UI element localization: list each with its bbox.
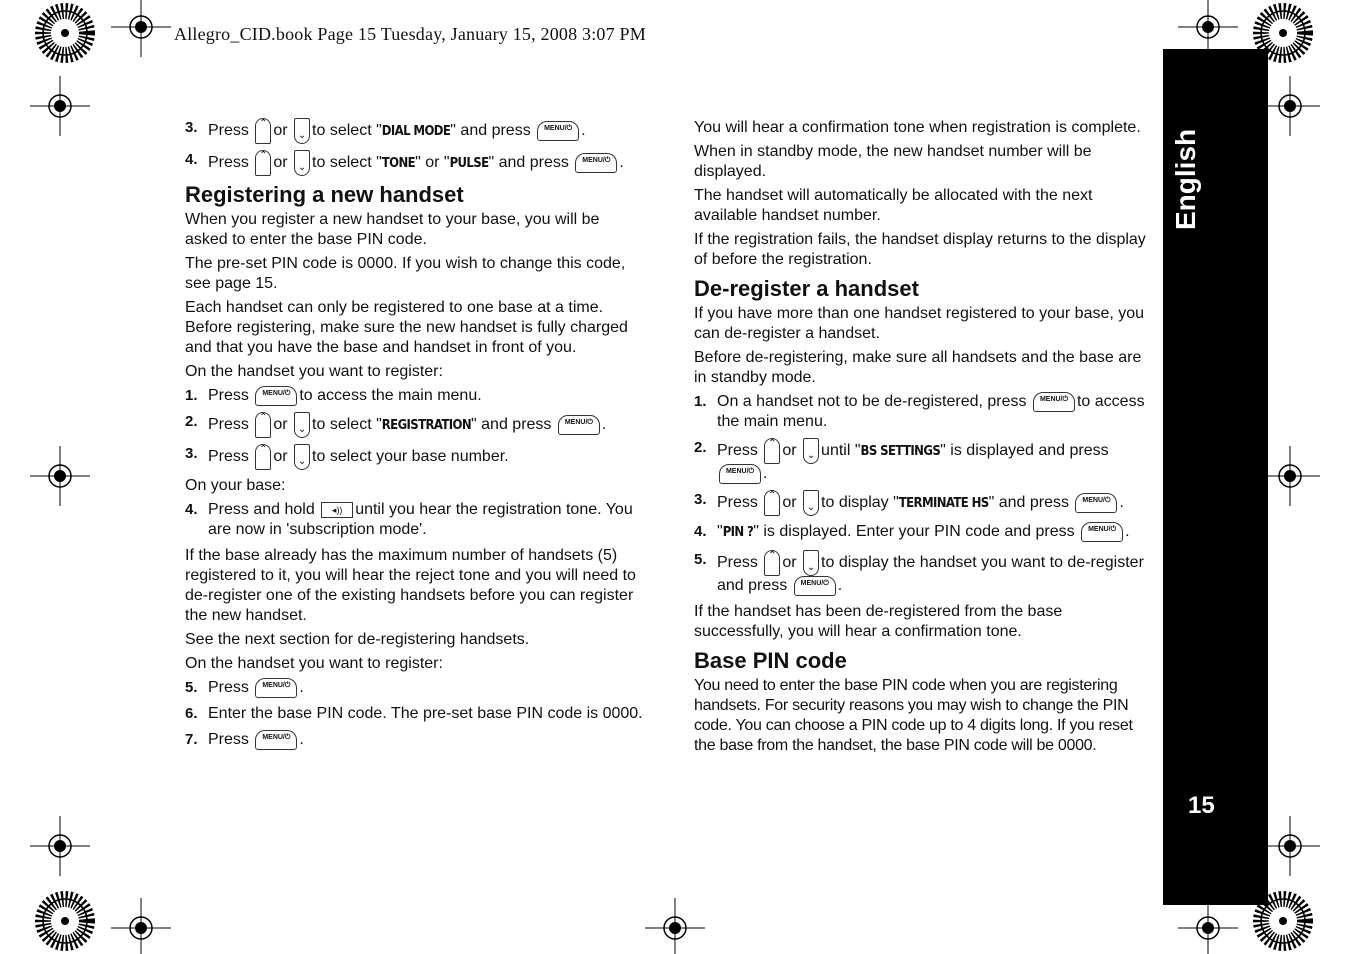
step-number: 4. xyxy=(694,523,707,541)
step-number: 4. xyxy=(185,501,198,519)
step-7-press xyxy=(185,730,645,750)
right-column xyxy=(694,118,1149,760)
step-text: Press and hold ◂)) until you hear the registration tone. You are now in 'subscription mode'. xyxy=(208,501,633,539)
step-text: Press MENU/⏻ . xyxy=(208,731,304,749)
step-number: 4. xyxy=(185,151,198,168)
step-text: Press ⌃ or ⌄ to display the handset you want to de-register and press MENU/⏻ . xyxy=(717,549,1144,594)
down-key-icon: ⌄ xyxy=(803,490,819,516)
lcd-text: TONE xyxy=(381,156,416,172)
registration-cross-mark xyxy=(1178,898,1238,954)
step-number: 2. xyxy=(694,439,707,457)
paragraph: You will hear a confirmation tone when registration is complete. xyxy=(694,119,1141,136)
menu-key-icon: MENU/⏻ xyxy=(1033,392,1075,412)
down-key-icon: ⌄ xyxy=(803,438,819,464)
menu-key-icon: MENU/⏻ xyxy=(719,464,761,484)
up-key-icon: ⌃ xyxy=(255,444,271,470)
menu-key-icon: MENU/⏻ xyxy=(1081,522,1123,542)
step-text: Press MENU/⏻ . xyxy=(208,679,304,697)
step-number: 3. xyxy=(694,491,707,509)
menu-key-icon: MENU/⏻ xyxy=(558,415,600,435)
up-key-icon: ⌃ xyxy=(255,118,271,144)
step-text: Press MENU/⏻ to access the main menu. xyxy=(208,387,482,405)
section-heading-register: Registering a new handset xyxy=(185,182,464,207)
step-4-tone-pulse xyxy=(185,150,645,176)
step-number: 5. xyxy=(185,679,198,697)
menu-key-icon: MENU/⏻ xyxy=(575,153,617,173)
paragraph: On the handset you want to register: xyxy=(185,363,443,380)
registration-cross-mark xyxy=(30,816,90,876)
registration-star-mark xyxy=(43,899,87,943)
step-5-press xyxy=(185,678,645,698)
step-text: Press ⌃ or ⌄ until "BS SETTINGS" is displayed and press MENU/⏻ . xyxy=(717,438,1109,483)
print-header: Allegro_CID.book Page 15 Tuesday, January 15, 2008 3:07 PM xyxy=(174,24,646,44)
paragraph: On the handset you want to register: xyxy=(185,655,443,673)
down-key-icon: ⌄ xyxy=(803,550,819,576)
step-number: 6. xyxy=(185,705,198,723)
lcd-text: REGISTRATION xyxy=(381,418,472,434)
paragraph: If the handset has been de-registered from the base successfully, you will hear a confirmation tone. xyxy=(694,602,1063,640)
registration-cross-mark xyxy=(111,0,171,57)
up-key-icon: ⌃ xyxy=(764,438,780,464)
step-text: "PIN ?" is displayed. Enter your PIN code and press MENU/⏻ . xyxy=(717,523,1130,541)
paragraph: If you have more than one handset registered to your base, you can de-register a handset. xyxy=(694,305,1145,342)
lcd-text: DIAL MODE xyxy=(381,124,451,140)
step-number: 5. xyxy=(694,550,707,568)
step-2-registration xyxy=(185,412,645,438)
step-number: 1. xyxy=(185,387,198,404)
step-number: 2. xyxy=(185,413,198,431)
registration-star-mark xyxy=(43,11,87,55)
lcd-text: PIN ? xyxy=(722,525,754,541)
menu-key-icon: MENU/⏻ xyxy=(255,678,297,698)
paragraph: On your base: xyxy=(185,477,286,495)
step-number: 7. xyxy=(185,731,198,749)
step-text: Press ⌃ or ⌄ to select "REGISTRATION" and press MENU/⏻ . xyxy=(208,412,645,438)
registration-cross-mark xyxy=(111,898,171,954)
step-3-base-number xyxy=(185,444,645,470)
down-key-icon: ⌄ xyxy=(294,118,310,144)
section-heading-deregister: De-register a handset xyxy=(694,276,919,301)
step-1-main-menu xyxy=(185,386,645,406)
dereg-step-1 xyxy=(694,392,1149,432)
lcd-text: PULSE xyxy=(449,156,489,172)
lcd-text: BS SETTINGS xyxy=(860,444,941,460)
step-text: Press ⌃ or ⌄ to select "DIAL MODE" and press MENU/⏻ . xyxy=(208,118,645,144)
step-text: On a handset not to be de-registered, press MENU/⏻ to access the main menu. xyxy=(717,393,1145,431)
dereg-step-5 xyxy=(694,550,1149,596)
step-text: Press ⌃ or ⌄ to display "TERMINATE HS" and press MENU/⏻ . xyxy=(717,490,1149,516)
step-number: 3. xyxy=(185,119,198,136)
paragraph: Each handset can only be registered to one base at a time. Before registering, make sure the new handset is fully charged and that you have the base and handset in front of you. xyxy=(185,299,628,356)
step-number: 3. xyxy=(185,445,198,463)
step-text: Enter the base PIN code. The pre-set base PIN code is 0000. xyxy=(208,705,643,723)
paragraph: If the base already has the maximum number of handsets (5) registered to it, you will hear the reject tone and you will need to de-register one of the existing handsets before you can register the new handset. xyxy=(185,547,636,625)
page-key-icon: ◂)) xyxy=(321,502,353,518)
left-column xyxy=(185,118,645,757)
menu-key-icon: MENU/⏻ xyxy=(794,576,836,596)
paragraph: See the next section for de-registering handsets. xyxy=(185,631,530,649)
up-key-icon: ⌃ xyxy=(764,490,780,516)
step-6-enter-pin xyxy=(185,704,645,724)
page-number: 15 xyxy=(1188,792,1215,819)
down-key-icon: ⌄ xyxy=(294,150,310,176)
step-text: Press ⌃ or ⌄ to select "TONE" or "PULSE" and press MENU/⏻ . xyxy=(208,150,645,176)
registration-cross-mark xyxy=(30,76,90,136)
paragraph: You need to enter the base PIN code when you are registering handsets. For security reasons you may wish to change the PIN code. You can choose a PIN code up to 4 digits long. If you reset the base from the handset, the base PIN code will be 0000. xyxy=(694,676,1133,754)
up-key-icon: ⌃ xyxy=(255,150,271,176)
down-key-icon: ⌄ xyxy=(294,412,310,438)
dereg-step-3 xyxy=(694,490,1149,516)
registration-cross-mark xyxy=(645,898,705,954)
dereg-step-2 xyxy=(694,438,1149,484)
step-text: Press ⌃ or ⌄ to select your base number. xyxy=(208,444,645,470)
paragraph: The pre-set PIN code is 0000. If you wish to change this code, see page 15. xyxy=(185,255,626,292)
step-4-press-hold xyxy=(185,500,645,540)
registration-cross-mark xyxy=(30,446,90,506)
section-heading-base-pin: Base PIN code xyxy=(694,647,847,673)
step-3-dial-mode xyxy=(185,118,645,144)
up-key-icon: ⌃ xyxy=(255,412,271,438)
down-key-icon: ⌄ xyxy=(294,444,310,470)
paragraph: Before de-registering, make sure all handsets and the base are in standby mode. xyxy=(694,349,1142,386)
registration-star-mark xyxy=(1261,899,1305,943)
registration-cross-mark xyxy=(1260,446,1320,506)
paragraph: If the registration fails, the handset display returns to the display of before the registration. xyxy=(694,231,1146,268)
dereg-step-4 xyxy=(694,522,1149,543)
menu-key-icon: MENU/⏻ xyxy=(255,386,297,406)
menu-key-icon: MENU/⏻ xyxy=(1075,493,1117,513)
menu-key-icon: MENU/⏻ xyxy=(255,730,297,750)
paragraph: The handset will automatically be allocated with the next available handset number. xyxy=(694,187,1093,224)
registration-cross-mark xyxy=(1260,76,1320,136)
up-key-icon: ⌃ xyxy=(764,550,780,576)
paragraph: When in standby mode, the new handset number will be displayed. xyxy=(694,143,1092,180)
step-number: 1. xyxy=(694,393,707,410)
registration-cross-mark xyxy=(1260,816,1320,876)
paragraph: When you register a new handset to your base, you will be asked to enter the base PIN code. xyxy=(185,211,600,248)
language-tab-label: English xyxy=(1170,128,1201,230)
lcd-text: TERMINATE HS xyxy=(898,496,989,512)
menu-key-icon: MENU/⏻ xyxy=(537,121,579,141)
